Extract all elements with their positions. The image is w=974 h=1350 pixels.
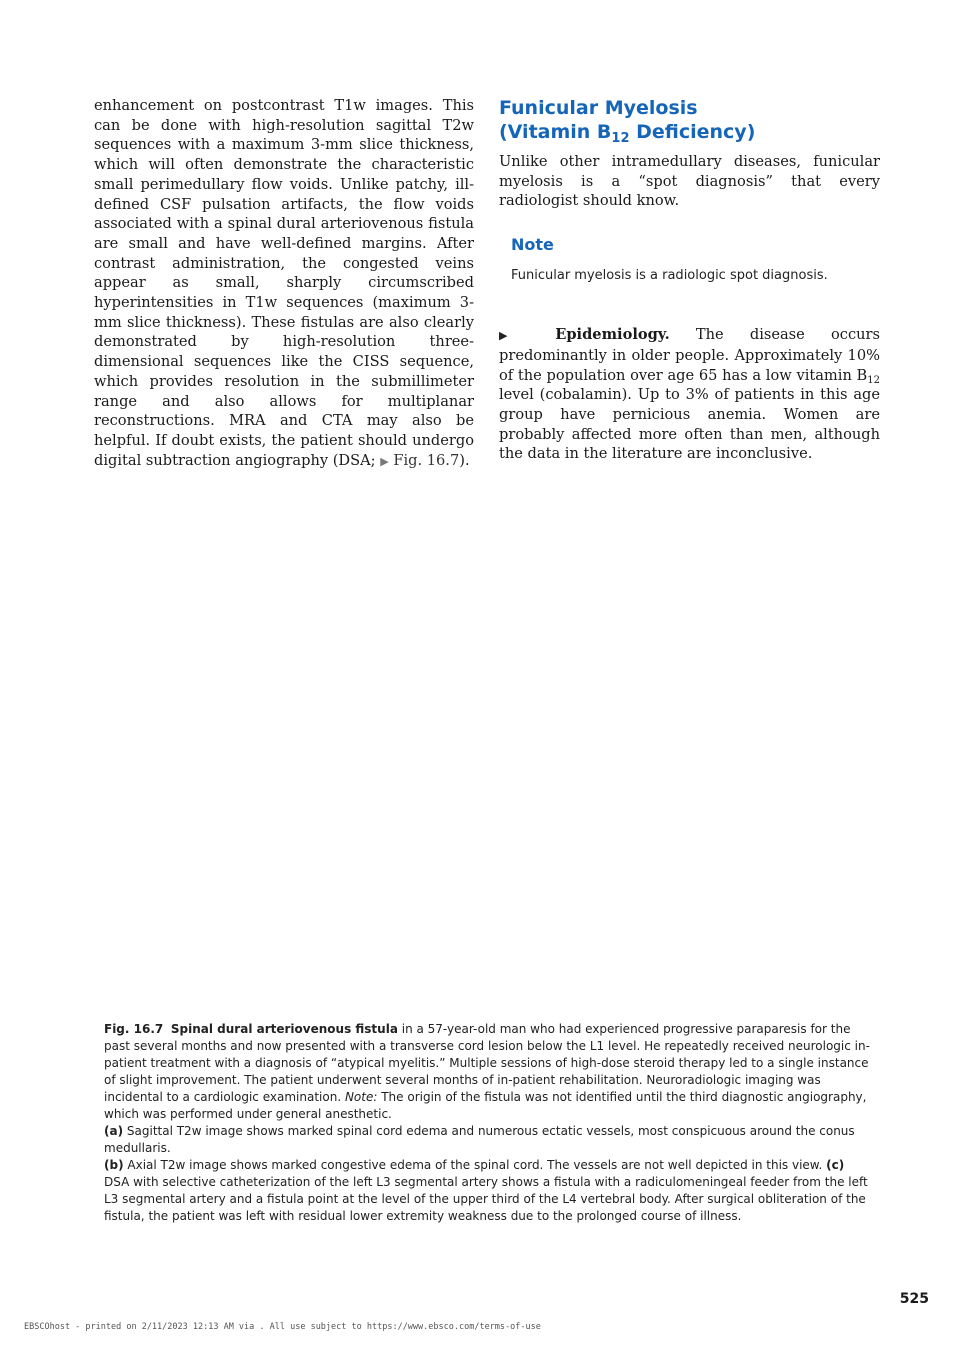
- epidemiology-paragraph: [499, 325, 880, 464]
- caption-note-label: Note:: [344, 1090, 378, 1104]
- heading-line-2-pre: (Vitamin B: [499, 121, 612, 143]
- reference-tail: ).: [459, 451, 470, 469]
- note-title: Note: [511, 235, 554, 255]
- epidemiology-text-b: level (cobalamin). Up to 3% of patients in this age group have pernicious anemia. Women are probably affected more often than men, although the data in the literature are inconclusive.: [499, 386, 880, 463]
- heading-line-2-post: Deficiency): [629, 121, 756, 143]
- figure-area-blank: [94, 450, 880, 1010]
- figure-reference-link[interactable]: Fig. 16.7: [393, 451, 460, 469]
- caption-panel-b-text: Axial T2w image shows marked congestive edema of the spinal cord. The vessels are not well depicted in this view.: [123, 1158, 827, 1172]
- caption-panel-c-text: DSA with selective catheterization of the left L3 segmental artery shows a fistula with a radiculomeningeal feeder from the left L3 segmental artery and a fistula point at the level of the upper third of the L4 vertebral body. After surgical obliteration of the fistula, the patient was left with residual lower extremity weakness due to the prolonged course of illness.: [104, 1175, 868, 1223]
- note-box: [511, 235, 880, 285]
- heading-subscript: 12: [611, 131, 630, 146]
- epidemiology-label: Epidemiology.: [555, 326, 670, 344]
- reference-arrow-icon: ▶: [380, 454, 389, 468]
- caption-panel-b-label: (b): [104, 1158, 124, 1172]
- caption-title: Spinal dural arteriovenous fistula: [170, 1022, 398, 1036]
- note-text: Funicular myelosis is a radiologic spot diagnosis.: [511, 268, 828, 284]
- intro-paragraph: Unlike other intramedullary diseases, funicular myelosis is a “spot diagnosis” that every radiologist should know.: [499, 153, 880, 210]
- caption-note-body: The origin of the fistula was not identified until the third diagnostic angiography, which was performed under general anesthetic.: [104, 1090, 867, 1121]
- print-footer: EBSCOhost - printed on 2/11/2023 12:13 AM via . All use subject to https://www.ebsco.com/terms-of-use: [24, 1322, 541, 1332]
- caption-panel-a-label: (a): [104, 1124, 124, 1138]
- heading-line-1: Funicular Myelosis: [499, 97, 698, 119]
- left-paragraph-text: enhancement on postcontrast T1w images. This can be done with high-resolution sagittal T2w sequences with a maximum 3-mm slice thickness, which will often demonstrate the characteristic small perimedullary flow voids. Unlike patchy, ill-defined CSF pulsation artifacts, the flow voids associated with a spinal dural arteriovenous fistula are small and have well-defined margins. After contrast administration, the congested veins appear as small, sharply circumscribed hyperintensities in T1w sequences (maximum 3-mm slice thickness). These fistulas are also clearly demonstrated by high-resolution three-dimensional sequences like the CISS sequence, which provides resolution in the submillimeter range and also allows for multiplanar reconstructions. MRA and CTA may also be helpful. If doubt exists, the patient should undergo digital subtraction angiography (DSA;: [94, 97, 474, 469]
- caption-label: Fig. 16.7: [104, 1022, 164, 1036]
- epidemiology-arrow-icon: ▶: [499, 329, 530, 343]
- section-heading: [499, 96, 880, 144]
- caption-body: in a 57-year-old man who had experienced progressive paraparesis for the past several months and now presented with a transverse cord lesion below the L1 level. He repeatedly received neurologic in-patient treatment with a diagnosis of “atypical myelitis.” Multiple sessions of high-dose steroid therapy led to a single instance of slight improvement. The patient underwent several months of in-patient rehabilitation. Neuroradiologic imaging was incidental to a cardiologic examination.: [104, 1022, 870, 1104]
- caption-panel-a-text: Sagittal T2w image shows marked spinal cord edema and numerous ectatic vessels, most conspicuous around the conus medullaris.: [104, 1124, 855, 1155]
- epidemiology-subscript: 12: [867, 374, 880, 386]
- figure-caption: [104, 1021, 872, 1225]
- left-column: [94, 96, 474, 471]
- page-number: 525: [899, 1291, 929, 1307]
- left-paragraph: [94, 96, 474, 471]
- right-column: [499, 96, 880, 464]
- caption-panel-c-label: (c): [826, 1158, 845, 1172]
- epidemiology-text-a: The disease occurs predominantly in older people. Approximately 10% of the population over age 65 has a low vitamin B: [499, 326, 881, 384]
